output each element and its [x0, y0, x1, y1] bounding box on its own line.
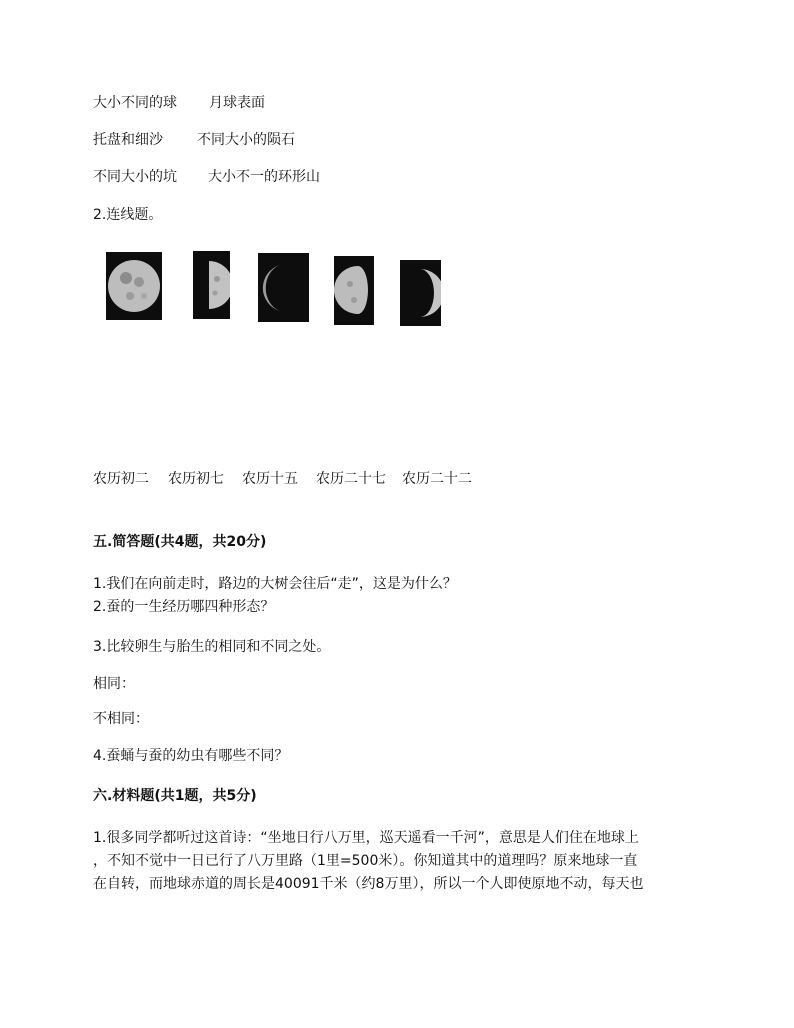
first-quarter-moon-image	[193, 251, 230, 319]
material-line-1: 1.很多同学都听过这首诗：“坐地日行八万里，巡天遥看一千河”，意思是人们住在地球上	[93, 830, 639, 846]
date-3: 农历十五	[242, 471, 298, 487]
match-right-1: 月球表面	[209, 95, 265, 111]
section6-heading: 六.材料题(共1题，共5分)	[93, 788, 257, 804]
s5-question-1: 1.我们在向前走时，路边的大树会往后“走”，这是为什么？	[93, 576, 457, 592]
match-left-3: 不同大小的坑	[93, 169, 177, 185]
material-line-3: 在自转，而地球赤道的周长是40091千米（约8万里），所以一个人即使原地不动，每天也	[93, 876, 644, 892]
waxing-crescent-moon-image	[400, 260, 441, 326]
s5-question-3: 3.比较卵生与胎生的相同和不同之处。	[93, 639, 331, 655]
match-right-2: 不同大小的陨石	[197, 132, 295, 148]
s5-question-2: 2.蚕的一生经历哪四种形态？	[93, 599, 275, 615]
date-2: 农历初七	[168, 471, 224, 487]
diff-label: 不相同：	[93, 711, 149, 727]
section5-heading: 五.简答题(共4题，共20分)	[93, 534, 267, 550]
date-5: 农历二十二	[402, 471, 472, 487]
date-1: 农历初二	[93, 471, 149, 487]
match-right-3: 大小不一的环形山	[208, 169, 320, 185]
date-4: 农历二十七	[316, 471, 386, 487]
full-moon-image	[106, 252, 162, 320]
material-line-2: ，不知不觉中一日已行了八万里路（1里=500米）。你知道其中的道理吗？原来地球一直	[93, 853, 638, 869]
q2-title: 2.连线题。	[93, 207, 163, 223]
match-left-1: 大小不同的球	[93, 95, 177, 111]
same-label: 相同：	[93, 676, 135, 692]
s5-question-4: 4.蚕蛹与蚕的幼虫有哪些不同？	[93, 748, 289, 764]
thin-crescent-moon-image	[258, 253, 309, 322]
waning-gibbous-moon-image	[334, 256, 374, 325]
match-left-2: 托盘和细沙	[93, 132, 163, 148]
